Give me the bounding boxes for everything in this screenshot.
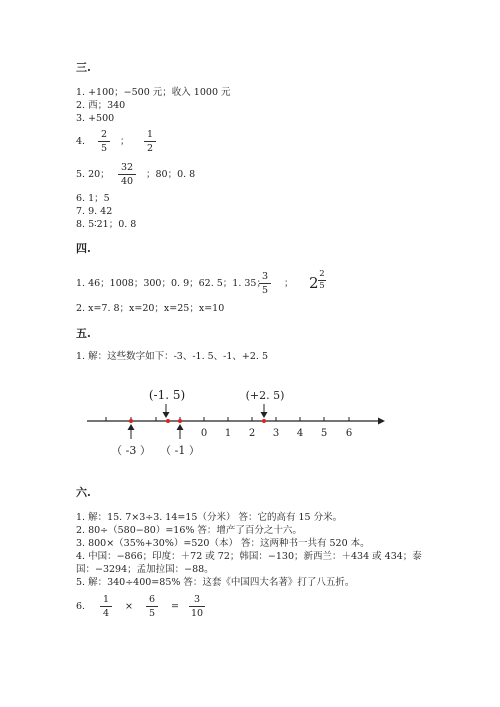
tick-label-3: 3 [272, 428, 280, 439]
answer-3-5-prefix: 5. 20； [76, 169, 110, 180]
fraction-denominator: 10 [190, 608, 204, 619]
tick-label-4: 4 [296, 428, 304, 439]
multiply-sign: × [125, 601, 133, 612]
fraction-bar [98, 141, 110, 142]
fraction-numerator: 32 [120, 162, 134, 173]
answer-3-5-suffix: ；80；0. 8 [146, 169, 196, 180]
mixed-number-whole: 2 [309, 274, 319, 292]
answer-4-1-prefix: 1. 46；1008；300；0. 9；62. 5；1. 35； [76, 278, 266, 289]
answer-5-1: 1. 解：这些数字如下：-3、-1. 5、-1、+2. 5 [76, 351, 269, 362]
fraction-bar [189, 606, 205, 607]
fraction [259, 271, 271, 296]
point-neg1-5 [166, 419, 170, 423]
arrowhead-icon [163, 412, 170, 418]
answer-3-7: 7. 9. 42 [76, 206, 113, 217]
fraction-denominator: 5 [148, 608, 156, 619]
answer-6-5: 5. 解：340÷400=85% 答：这套《中国四大名著》打了八五折。 [76, 577, 355, 588]
section-heading-6: 六. [76, 486, 91, 499]
fraction-numerator: 6 [148, 594, 156, 605]
answer-6-1: 1. 解：15. 7×3÷3. 14=15（分米） 答：它的高有 15 分米。 [76, 512, 343, 523]
answer-6-4: 4. 中国：−866；印度：＋72 或 72；韩国：−130；新西兰：＋434 或 434；泰 [76, 551, 422, 562]
label-pos2-5: (+2. 5) [245, 389, 285, 402]
point-neg3 [129, 419, 133, 423]
fraction-denominator: 5 [100, 143, 108, 154]
answer-6-3: 3. 800×（35%+30%）=520（本） 答：这两种书一共有 520 本。 [76, 538, 370, 549]
label-neg1: （ -1 ） [160, 444, 200, 457]
fraction-denominator: 2 [146, 143, 154, 154]
label-neg3: （ -3 ） [111, 444, 151, 457]
equals-sign: = [171, 601, 179, 612]
fraction-bar [118, 174, 136, 175]
fraction [318, 270, 326, 291]
arrowhead-icon [128, 424, 135, 430]
fraction [118, 162, 136, 187]
fraction-numerator: 1 [102, 594, 110, 605]
fraction-numerator: 3 [193, 594, 201, 605]
fraction-bar [100, 606, 112, 607]
tick-label-1: 1 [224, 428, 232, 439]
tick-label-0: 0 [200, 428, 208, 439]
fraction-denominator: 40 [120, 176, 134, 187]
tick-label-2: 2 [248, 428, 256, 439]
fraction-numerator: 2 [100, 129, 108, 140]
fraction-numerator: 3 [261, 271, 269, 282]
label-neg1-5: (-1. 5) [148, 388, 186, 402]
number-line-arrow-icon [378, 418, 385, 425]
fraction [100, 594, 112, 619]
fraction-bar [259, 283, 271, 284]
answer-6-6-prefix: 6. [76, 601, 86, 612]
point-pos2-5 [262, 419, 266, 423]
fraction-denominator: 5 [261, 285, 269, 296]
arrowhead-icon [177, 424, 184, 430]
fraction-bar [146, 606, 158, 607]
fraction [98, 129, 110, 154]
answer-3-2: 2. 西；340 [76, 100, 126, 111]
answer-3-4-prefix: 4. [76, 136, 86, 147]
separator: ； [284, 278, 294, 289]
section-heading-3: 三. [76, 61, 91, 74]
fraction-numerator: 2 [319, 269, 325, 279]
answer-3-3: 3. +500 [76, 113, 115, 124]
answer-3-1: 1. +100；−500 元；收入 1000 元 [76, 87, 231, 98]
answer-3-6: 6. 1；5 [76, 193, 110, 204]
answer-6-4-cont: 国：−3294；孟加拉国：−88。 [76, 564, 214, 575]
arrowhead-icon [261, 412, 268, 418]
fraction [189, 594, 205, 619]
fraction-bar [144, 141, 156, 142]
section-heading-5: 五. [76, 327, 91, 340]
fraction [146, 594, 158, 619]
fraction-denominator: 4 [102, 608, 110, 619]
separator: ； [120, 136, 130, 147]
answer-4-2: 2. x=7. 8；x=20；x=25；x=10 [76, 303, 225, 314]
fraction-denominator: 5 [319, 281, 325, 291]
point-neg1 [178, 419, 182, 423]
answer-6-2: 2. 80÷（580−80）=16% 答：增产了百分之十六。 [76, 525, 302, 536]
tick-label-5: 5 [320, 428, 328, 439]
number-line [0, 383, 500, 473]
section-heading-4: 四. [76, 242, 91, 255]
fraction-numerator: 1 [146, 129, 154, 140]
fraction [144, 129, 156, 154]
tick-label-6: 6 [345, 428, 353, 439]
answer-3-8: 8. 5∶21；0. 8 [76, 219, 137, 230]
